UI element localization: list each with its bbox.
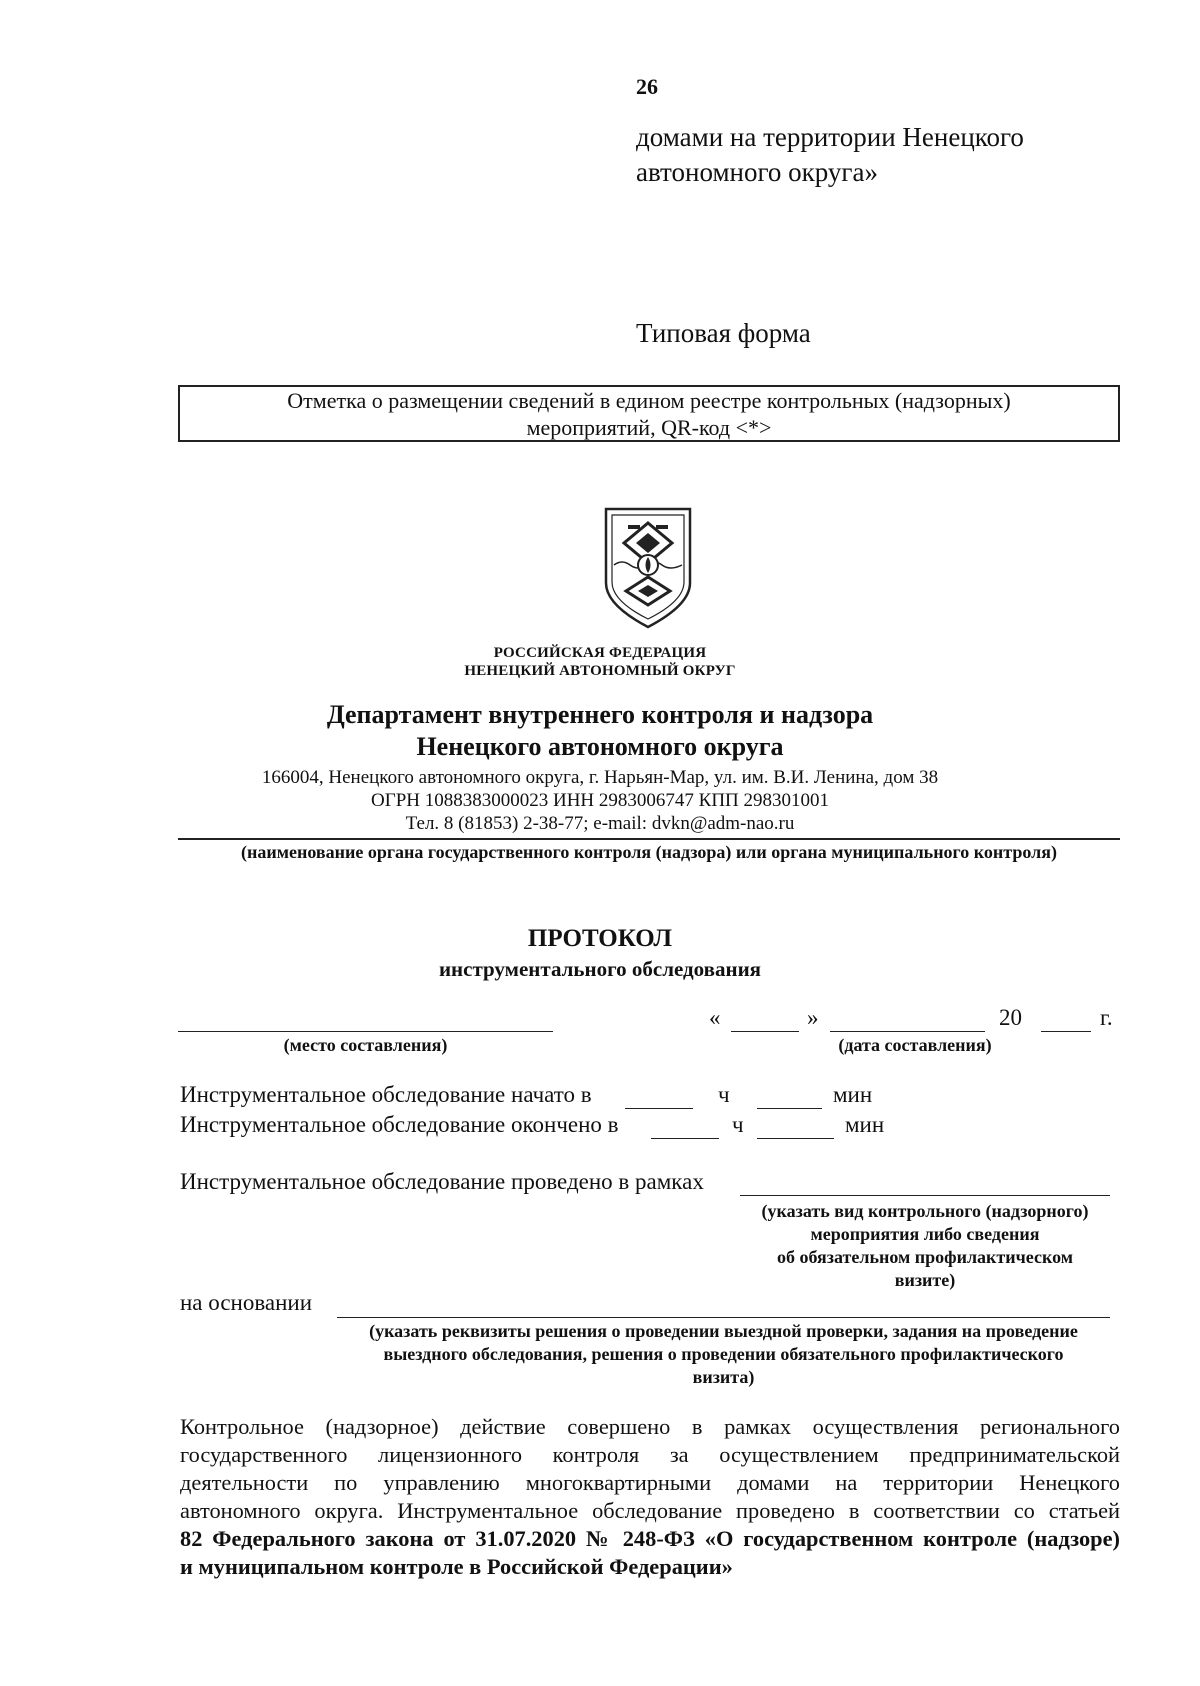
body-line-2: государственного лицензионного контроля за осуществлением предпринимательской bbox=[180, 1442, 1120, 1467]
body-line-6: и муниципальном контроле в Российской Федерации» bbox=[180, 1554, 733, 1579]
basis-caption bbox=[337, 1320, 1110, 1389]
date-close-quote: » bbox=[807, 1005, 819, 1030]
body-line-1: Контрольное (надзорное) действие совершено в рамках осуществления регионального bbox=[180, 1414, 1120, 1439]
qr-box-line-1: Отметка о размещении сведений в едином реестре контрольных (надзорных) bbox=[287, 388, 1011, 413]
start-time-label: Инструментальное обследование начато в bbox=[180, 1082, 592, 1107]
department-name-line-1: Департамент внутреннего контроля и надзора bbox=[326, 700, 874, 729]
start-minutes-field[interactable] bbox=[757, 1108, 822, 1109]
end-hours-field[interactable] bbox=[651, 1138, 719, 1139]
place-field[interactable] bbox=[178, 1031, 553, 1032]
place-caption: (место составления) bbox=[283, 1035, 448, 1055]
end-hours-unit: ч bbox=[732, 1112, 744, 1137]
date-open-quote: « bbox=[709, 1005, 721, 1030]
authority-caption: (наименование органа государственного контроля (надзора) или органа муниципального контроля) bbox=[241, 842, 1057, 862]
framework-field[interactable] bbox=[740, 1195, 1110, 1196]
year-prefix: 20 bbox=[999, 1005, 1022, 1030]
year-field[interactable] bbox=[1041, 1031, 1091, 1032]
start-hours-field[interactable] bbox=[625, 1108, 693, 1109]
basis-caption-line-3: визита) bbox=[692, 1367, 755, 1387]
document-title: ПРОТОКОЛ bbox=[527, 925, 673, 952]
basis-field[interactable] bbox=[337, 1317, 1110, 1318]
start-minutes-unit: мин bbox=[833, 1082, 873, 1107]
coat-of-arms-icon bbox=[600, 505, 696, 631]
region-name: НЕНЕЦКИЙ АВТОНОМНЫЙ ОКРУГ bbox=[464, 663, 736, 679]
body-paragraph bbox=[180, 1413, 1120, 1581]
year-suffix: г. bbox=[1100, 1005, 1113, 1030]
basis-caption-line-1: (указать реквизиты решения о проведении выездной проверки, задания на проведение bbox=[369, 1321, 1078, 1341]
basis-label: на основании bbox=[180, 1290, 313, 1315]
body-line-3: деятельности по управлению многоквартирными домами на территории Ненецкого bbox=[180, 1470, 1120, 1495]
department-name-line-2: Ненецкого автономного округа bbox=[416, 732, 784, 761]
body-line-5: 82 Федерального закона от 31.07.2020 № 248-ФЗ «О государственном контроле (надзоре) bbox=[180, 1526, 1120, 1551]
end-minutes-field[interactable] bbox=[757, 1138, 834, 1139]
framework-caption-line-4: визите) bbox=[894, 1270, 956, 1290]
qr-registry-box bbox=[178, 385, 1120, 442]
page-number: 26 bbox=[636, 74, 658, 99]
end-time-label: Инструментальное обследование окончено в bbox=[180, 1112, 619, 1137]
end-minutes-unit: мин bbox=[845, 1112, 885, 1137]
date-caption: (дата составления) bbox=[838, 1035, 992, 1055]
header-line-2: автономного округа» bbox=[636, 157, 878, 187]
body-line-4: автономного округа. Инструментальное обследование проведено в соответствии со статьей bbox=[180, 1498, 1120, 1523]
department-address: 166004, Ненецкого автономного округа, г. Нарьян-Мар, ул. им. В.И. Ленина, дом 38 bbox=[261, 767, 939, 788]
framework-caption-line-3: об обязательном профилактическом bbox=[776, 1247, 1074, 1267]
framework-caption-line-2: мероприятия либо сведения bbox=[810, 1224, 1040, 1244]
department-ids: ОГРН 1088383000023 ИНН 2983006747 КПП 298301001 bbox=[370, 790, 830, 811]
form-type-title: Типовая форма bbox=[636, 318, 811, 348]
day-field[interactable] bbox=[731, 1031, 799, 1032]
qr-box-line-2: мероприятий, QR-код <*> bbox=[526, 415, 772, 440]
framework-caption bbox=[740, 1200, 1110, 1292]
header-continuation bbox=[636, 120, 1024, 190]
framework-label: Инструментальное обследование проведено в рамках bbox=[180, 1169, 704, 1194]
basis-caption-line-2: выездного обследования, решения о проведении обязательного профилактического bbox=[383, 1344, 1064, 1364]
month-field[interactable] bbox=[830, 1031, 985, 1032]
country-name: РОССИЙСКАЯ ФЕДЕРАЦИЯ bbox=[493, 645, 707, 661]
document-subtitle: инструментального обследования bbox=[438, 957, 762, 981]
letterhead-underline bbox=[178, 838, 1120, 840]
framework-caption-line-1: (указать вид контрольного (надзорного) bbox=[761, 1201, 1089, 1221]
start-hours-unit: ч bbox=[718, 1082, 730, 1107]
department-contacts: Тел. 8 (81853) 2-38-77; e-mail: dvkn@adm-nao.ru bbox=[405, 813, 795, 834]
header-line-1: домами на территории Ненецкого bbox=[636, 122, 1024, 152]
